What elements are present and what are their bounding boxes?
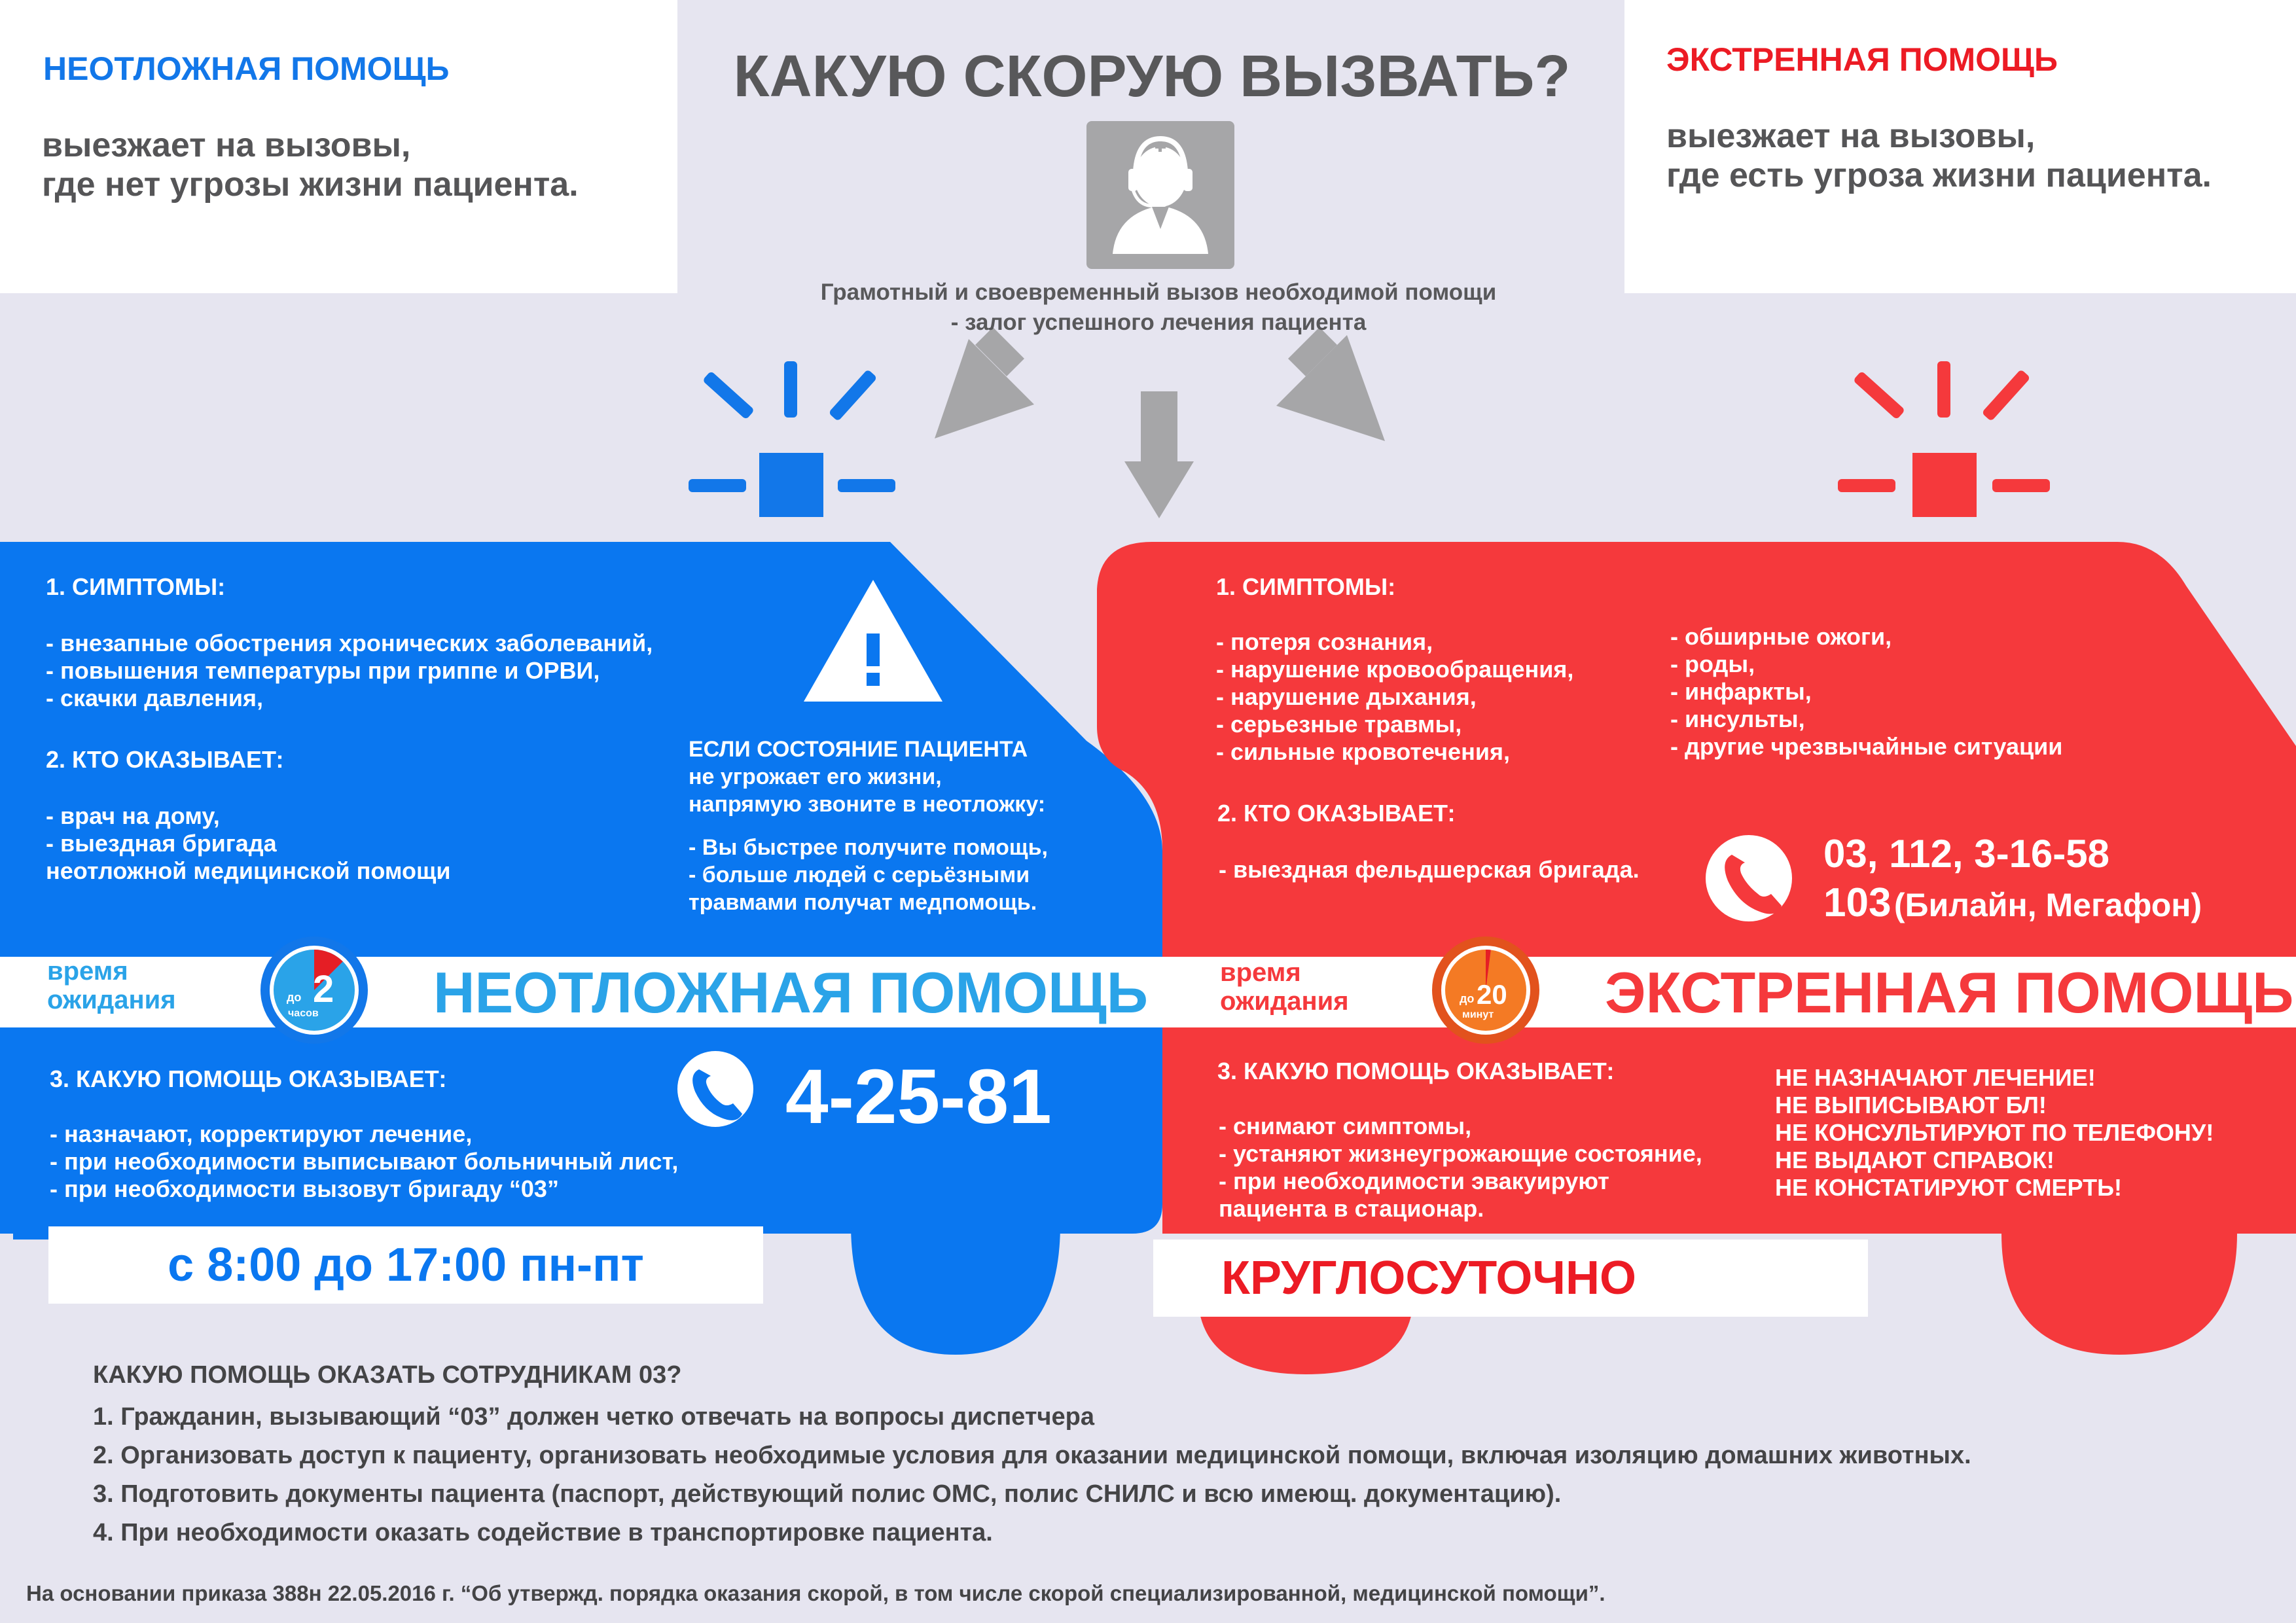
list-item: - потеря сознания,	[1216, 628, 1433, 655]
list-item: - обширные ожоги,	[1670, 623, 1892, 650]
list-item: - при необходимости выписывают больничный лист,	[50, 1148, 679, 1175]
urgent-wait-unit: часов	[288, 1008, 319, 1019]
list-item: пациента в стационар.	[1219, 1195, 1484, 1222]
emergency-who: - выездная фельдшерская бригада.	[1219, 856, 1640, 883]
subtitle-line: - залог успешного лечения пациента	[950, 310, 1367, 335]
note-line: напрямую звоните в неотложку:	[689, 792, 1046, 817]
list-item: - повышения температуры при гриппе и ОРВИ,	[46, 657, 600, 684]
list-item: НЕ НАЗНАЧАЮТ ЛЕЧЕНИЕ!	[1775, 1064, 2096, 1091]
urgent-wait-label	[47, 957, 176, 1014]
list-item: - внезапные обострения хронических заболеваний,	[46, 630, 653, 656]
right-box-line: где есть угроза жизни пациента.	[1666, 156, 2212, 194]
emergency-hours-box	[1153, 1240, 1868, 1317]
subtitle-line: Грамотный и своевременный вызов необходимой помощи	[820, 279, 1497, 305]
emergency-wait-label	[1220, 958, 1349, 1016]
list-item: - инсульты,	[1670, 705, 1805, 732]
list-item: - инфаркты,	[1670, 678, 1812, 705]
list-item: НЕ ВЫПИСЫВАЮТ БЛ!	[1775, 1092, 2047, 1118]
emergency-symptoms-list-a	[1216, 628, 1573, 766]
list-item: НЕ КОНСУЛЬТИРУЮТ ПО ТЕЛЕФОНУ!	[1775, 1119, 2214, 1146]
note-title: ЕСЛИ СОСТОЯНИЕ ПАЦИЕНТА	[689, 737, 1028, 762]
note-line: не угрожает его жизни,	[689, 764, 942, 789]
list-item: - нарушение кровообращения,	[1216, 656, 1574, 683]
urgent-help-list	[50, 1120, 678, 1203]
emergency-phone-103: 103	[1823, 880, 1892, 925]
list-item: - при необходимости эвакуируют	[1219, 1168, 1609, 1194]
list-item: - назначают, корректируют лечение,	[50, 1120, 473, 1147]
emergency-not-do-list	[1775, 1064, 2214, 1202]
list-item: - серьезные травмы,	[1216, 711, 1462, 738]
urgent-symptoms-title: 1. СИМПТОМЫ:	[46, 573, 226, 600]
right-box-line: выезжает на вызовы,	[1666, 117, 2036, 155]
urgent-note	[689, 736, 1045, 818]
emergency-wait-pre: до	[1460, 992, 1475, 1005]
page-title: КАКУЮ СКОРУЮ ВЫЗВАТЬ?	[733, 44, 1571, 109]
list-item: - другие чрезвычайные ситуации	[1670, 733, 2063, 760]
emergency-symptoms-title: 1. СИМПТОМЫ:	[1216, 573, 1396, 600]
list-item: НЕ ВЫДАЮТ СПРАВОК!	[1775, 1147, 2054, 1173]
list-item: - больше людей с серьёзными	[689, 863, 1030, 887]
emergency-who-title: 2. КТО ОКАЗЫВАЕТ:	[1217, 800, 1456, 827]
urgent-wait-value: 2	[313, 968, 334, 1010]
footer-source: На основании приказа 388н 22.05.2016 г. “Об утвержд. порядка оказания скорой, в том числе скорой специализированной, медицинской помощи”.	[26, 1581, 1605, 1605]
blue-wheel	[851, 1224, 1060, 1355]
emergency-wait-unit: минут	[1462, 1009, 1494, 1020]
list-item: неотложной медицинской помощи	[46, 857, 451, 884]
footer-item: 2. Организовать доступ к пациенту, организовать необходимые условия для оказании медицинской помощи, включая изоляцию домашних животных.	[93, 1442, 1971, 1469]
list-item: травмами получат медпомощь.	[689, 890, 1037, 915]
wait-label-line: ожидания	[1220, 987, 1349, 1016]
list-item: НЕ КОНСТАТИРУЮТ СМЕРТЬ!	[1775, 1174, 2122, 1201]
urgent-band-title: НЕОТЛОЖНАЯ ПОМОЩЬ	[433, 960, 1149, 1025]
urgent-benefits	[689, 834, 1048, 916]
urgent-who-list	[46, 802, 451, 885]
emergency-phones-line1[interactable]: 03, 112, 3-16-58	[1823, 832, 2110, 876]
right-box-title: ЭКСТРЕННАЯ ПОМОЩЬ	[1666, 41, 2058, 78]
left-box-line: выезжает на вызовы,	[42, 126, 411, 164]
list-item: - снимают симптомы,	[1219, 1113, 1472, 1139]
urgent-hours: с 8:00 до 17:00 пн-пт	[168, 1239, 644, 1291]
footer-list	[93, 1398, 1971, 1552]
list-item: - роды,	[1670, 651, 1755, 677]
arrow-down-icon	[1124, 391, 1194, 518]
blue-siren-icon	[689, 361, 895, 517]
list-item: - нарушение дыхания,	[1216, 683, 1477, 710]
urgent-symptoms-list	[46, 630, 653, 712]
footer-item: 4. При необходимости оказать содействие в транспортировке пациента.	[93, 1519, 993, 1546]
right-box-text	[1666, 116, 2212, 195]
emergency-help-title: 3. КАКУЮ ПОМОЩЬ ОКАЗЫВАЕТ:	[1217, 1058, 1615, 1084]
emergency-wait-value: 20	[1477, 979, 1507, 1010]
red-siren-icon	[1838, 361, 2050, 517]
list-item: - скачки давления,	[46, 685, 264, 711]
wait-label-line: время	[1220, 958, 1301, 987]
list-item: - врач на дому,	[46, 802, 220, 829]
emergency-symptoms-list-b	[1670, 623, 2062, 760]
urgent-hours-box	[48, 1226, 763, 1304]
red-wheel-right	[2001, 1234, 2237, 1355]
down-arrows	[933, 327, 1385, 518]
footer-question: КАКУЮ ПОМОЩЬ ОКАЗАТЬ СОТРУДНИКАМ 03?	[93, 1361, 682, 1389]
wait-label-line: ожидания	[47, 986, 176, 1014]
list-item: - выездная бригада	[46, 830, 277, 857]
emergency-phone-operators: (Билайн, Мегафон)	[1893, 887, 2202, 923]
list-item: - сильные кровотечения,	[1216, 738, 1510, 765]
phone-icon-blue	[677, 1051, 753, 1127]
arrow-right-diagonal-icon	[1276, 327, 1385, 441]
footer-item: 3. Подготовить документы пациента (паспорт, действующий полис ОМС, полис СНИЛС и всю имеющ. документацию).	[93, 1480, 1562, 1508]
doctor-headset-icon	[1086, 121, 1234, 269]
phone-icon-red	[1706, 835, 1792, 921]
wait-label-line: время	[47, 957, 128, 986]
left-box-text	[42, 126, 579, 204]
emergency-hours: КРУГЛОСУТОЧНО	[1221, 1252, 1636, 1304]
left-box-line: где нет угрозы жизни пациента.	[42, 166, 579, 204]
urgent-wait-pre: до	[287, 991, 302, 1004]
urgent-phone[interactable]: 4-25-81	[785, 1054, 1052, 1140]
header-subtitle	[753, 277, 1564, 338]
emergency-band-title: ЭКСТРЕННАЯ ПОМОЩЬ	[1605, 960, 2294, 1025]
urgent-who-title: 2. КТО ОКАЗЫВАЕТ:	[46, 746, 284, 773]
emergency-phones-line2[interactable]	[1823, 880, 2202, 926]
list-item: - при необходимости вызовут бригаду “03”	[50, 1175, 559, 1202]
list-item: - Вы быстрее получите помощь,	[689, 835, 1048, 860]
emergency-help-list	[1219, 1113, 1702, 1222]
urgent-help-title: 3. КАКУЮ ПОМОЩЬ ОКАЗЫВАЕТ:	[50, 1065, 447, 1092]
left-box-title: НЕОТЛОЖНАЯ ПОМОЩЬ	[43, 50, 450, 87]
list-item: - устаняют жизнеугрожающие состояние,	[1219, 1140, 1702, 1167]
footer-item: 1. Гражданин, вызывающий “03” должен четко отвечать на вопросы диспетчера	[93, 1403, 1094, 1431]
